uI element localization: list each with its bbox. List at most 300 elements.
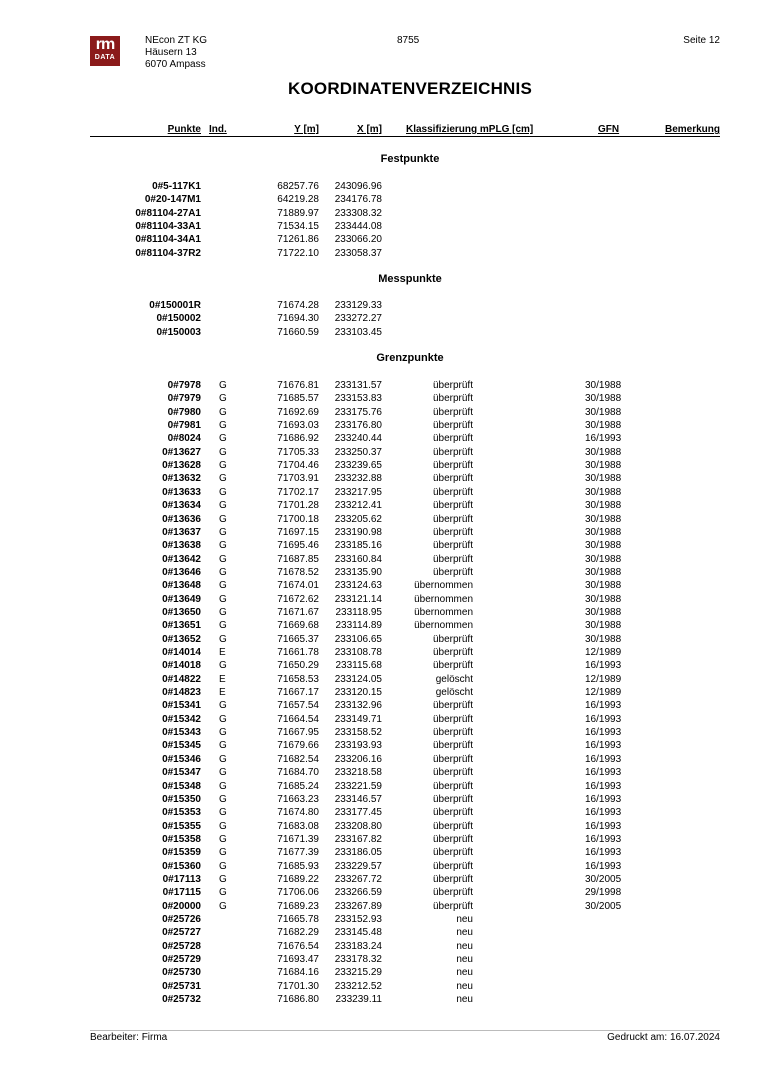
table-row xyxy=(0,220,764,233)
coord-y: 71261.86 xyxy=(277,234,319,246)
coord-x: 233118.95 xyxy=(335,606,382,618)
classification: überprüft xyxy=(432,887,473,899)
point-index: G xyxy=(219,700,227,712)
coord-y: 71650.29 xyxy=(277,660,319,672)
point-index: G xyxy=(219,873,227,885)
coord-x: 233267.72 xyxy=(334,873,382,885)
table-row xyxy=(0,379,764,392)
classification: überprüft xyxy=(432,780,473,792)
coord-y: 71697.15 xyxy=(277,526,319,538)
point-id: 0#15345 xyxy=(162,740,201,752)
point-id: 0#17115 xyxy=(162,887,201,899)
point-id: 0#81104-27A1 xyxy=(135,207,201,219)
coord-y: 71682.29 xyxy=(277,927,319,939)
gfn-number: 30/1988 xyxy=(585,580,622,592)
col-header-bemerkung: Bemerkung xyxy=(664,124,720,135)
table-row xyxy=(0,459,764,472)
coord-x: 233267.89 xyxy=(334,900,382,912)
gfn-number: 30/1988 xyxy=(585,460,622,472)
table-row xyxy=(0,953,764,966)
coord-y: 71706.06 xyxy=(277,887,319,899)
point-index: G xyxy=(219,406,227,418)
coord-y: 71889.97 xyxy=(277,207,319,219)
point-index: G xyxy=(219,553,227,565)
col-header-y: Y [m] xyxy=(294,124,319,135)
coord-x: 233066.20 xyxy=(334,234,382,246)
point-id: 0#15348 xyxy=(162,780,201,792)
table-row xyxy=(0,553,764,566)
gfn-number: 30/2005 xyxy=(585,873,622,885)
point-id: 0#14822 xyxy=(162,673,201,685)
gfn-number: 30/1988 xyxy=(585,566,622,578)
gfn-number: 16/1993 xyxy=(585,780,622,792)
point-id: 0#14018 xyxy=(162,660,201,672)
table-row xyxy=(0,873,764,886)
coord-x: 233240.44 xyxy=(334,433,382,445)
header-rule xyxy=(90,136,720,137)
point-id: 0#7981 xyxy=(167,420,201,432)
gfn-number: 30/1988 xyxy=(585,393,622,405)
point-index: G xyxy=(219,753,227,765)
col-header-punkte: Punkte xyxy=(167,124,201,135)
coord-y: 71683.08 xyxy=(277,820,319,832)
company-street: Häusern 13 xyxy=(145,47,197,58)
point-id: 0#25729 xyxy=(162,954,201,966)
classification: überprüft xyxy=(432,526,473,538)
gfn-number: 30/1988 xyxy=(585,446,622,458)
point-id: 0#20000 xyxy=(162,900,201,912)
coord-y: 71687.85 xyxy=(277,553,319,565)
point-id: 0#13633 xyxy=(162,486,201,498)
table-row xyxy=(0,993,764,1006)
coord-y: 71689.23 xyxy=(277,900,319,912)
point-id: 0#15353 xyxy=(162,807,201,819)
table-row xyxy=(0,659,764,672)
point-index: G xyxy=(219,380,227,391)
footer-rule xyxy=(90,1030,720,1031)
gfn-number: 16/1993 xyxy=(585,727,622,739)
coord-y: 71693.47 xyxy=(277,954,319,966)
classification: übernommen xyxy=(414,606,473,618)
coord-x: 233120.15 xyxy=(334,687,382,699)
classification: neu xyxy=(456,980,473,992)
coord-y: 71678.52 xyxy=(277,566,319,578)
point-id: 0#25732 xyxy=(162,994,201,1006)
coord-y: 71685.93 xyxy=(277,860,319,872)
point-id: 0#13636 xyxy=(162,513,201,525)
point-index: G xyxy=(219,486,227,498)
gfn-number: 30/1988 xyxy=(585,500,622,512)
logo-text-rm: rm xyxy=(95,36,115,53)
point-id: 0#7979 xyxy=(167,393,201,405)
gfn-number: 30/1988 xyxy=(585,486,622,498)
point-index: G xyxy=(219,593,227,605)
point-index: G xyxy=(219,566,227,578)
coord-y: 71676.81 xyxy=(277,380,319,391)
coord-y: 71674.28 xyxy=(277,300,319,311)
classification: überprüft xyxy=(432,847,473,859)
coord-y: 71676.54 xyxy=(277,940,319,952)
coord-y: 71701.30 xyxy=(277,980,319,992)
coord-y: 71695.46 xyxy=(277,540,319,552)
coord-x: 233153.83 xyxy=(334,393,382,405)
coord-x: 233058.37 xyxy=(334,247,382,259)
table-row xyxy=(0,472,764,485)
table-row xyxy=(0,699,764,712)
point-id: 0#7980 xyxy=(167,406,201,418)
classification: überprüft xyxy=(432,500,473,512)
coord-x: 233152.93 xyxy=(334,914,382,925)
coord-y: 71686.80 xyxy=(277,994,319,1006)
classification: übernommen xyxy=(414,620,473,632)
gfn-number: 30/1988 xyxy=(585,606,622,618)
coord-x: 233208.80 xyxy=(334,820,382,832)
company-logo xyxy=(90,36,120,66)
table-row xyxy=(0,980,764,993)
point-index: G xyxy=(219,900,227,912)
section-heading: Festpunkte xyxy=(380,153,440,165)
classification: überprüft xyxy=(432,740,473,752)
point-id: 0#15355 xyxy=(162,820,201,832)
gfn-number: 16/1993 xyxy=(585,807,622,819)
table-row xyxy=(0,913,764,926)
table-row xyxy=(0,833,764,846)
coord-y: 71660.59 xyxy=(277,326,319,338)
gfn-number: 30/1988 xyxy=(585,526,622,538)
point-id: 0#81104-33A1 xyxy=(135,221,201,233)
point-index: G xyxy=(219,473,227,485)
col-header-x: X [m] xyxy=(357,124,382,135)
gfn-number: 30/1988 xyxy=(585,420,622,432)
point-index: G xyxy=(219,807,227,819)
classification: gelöscht xyxy=(435,673,473,685)
coord-y: 71685.57 xyxy=(277,393,319,405)
gfn-number: 30/1988 xyxy=(585,620,622,632)
coord-x: 233215.29 xyxy=(334,967,382,979)
gfn-number: 30/1988 xyxy=(585,633,622,645)
table-row xyxy=(0,739,764,752)
classification: überprüft xyxy=(432,433,473,445)
gfn-number: 16/1993 xyxy=(585,740,622,752)
classification: überprüft xyxy=(432,727,473,739)
coord-x: 233114.89 xyxy=(335,620,382,632)
coord-x: 233190.98 xyxy=(334,526,382,538)
classification: überprüft xyxy=(432,833,473,845)
coord-y: 71669.68 xyxy=(277,620,319,632)
point-index: G xyxy=(219,660,227,672)
table-row xyxy=(0,539,764,552)
table-row xyxy=(0,526,764,539)
table-row xyxy=(0,499,764,512)
section-heading: Grenzpunkte xyxy=(376,352,444,364)
point-id: 0#15358 xyxy=(162,833,201,845)
table-row xyxy=(0,846,764,859)
classification: überprüft xyxy=(432,820,473,832)
table-row xyxy=(0,326,764,339)
point-id: 0#13632 xyxy=(162,473,201,485)
table-row xyxy=(0,966,764,979)
classification: überprüft xyxy=(432,540,473,552)
point-id: 0#7978 xyxy=(167,380,201,391)
coord-y: 71700.18 xyxy=(277,513,319,525)
coord-y: 71686.92 xyxy=(277,433,319,445)
coord-x: 233158.52 xyxy=(334,727,382,739)
point-index: G xyxy=(219,393,227,405)
table-row xyxy=(0,419,764,432)
coord-x: 233124.05 xyxy=(334,673,382,685)
point-index: G xyxy=(219,420,227,432)
coord-y: 71674.01 xyxy=(277,580,319,592)
table-row xyxy=(0,673,764,686)
coord-x: 233193.93 xyxy=(334,740,382,752)
coord-x: 233218.58 xyxy=(334,767,382,779)
point-index: E xyxy=(219,673,226,685)
company-address xyxy=(145,35,207,71)
coord-x: 233308.32 xyxy=(334,207,382,219)
classification: überprüft xyxy=(432,473,473,485)
coord-x: 233124.63 xyxy=(334,580,382,592)
coord-x: 233160.84 xyxy=(334,553,382,565)
point-id: 0#13627 xyxy=(162,446,201,458)
point-id: 0#14823 xyxy=(162,687,201,699)
classification: neu xyxy=(456,927,473,939)
gfn-number: 12/1989 xyxy=(585,687,622,699)
point-id: 0#25727 xyxy=(162,927,201,939)
classification: überprüft xyxy=(432,700,473,712)
coord-x: 233106.65 xyxy=(334,633,382,645)
point-id: 0#13650 xyxy=(162,606,201,618)
table-row xyxy=(0,766,764,779)
classification: überprüft xyxy=(432,553,473,565)
coord-y: 71667.95 xyxy=(277,727,319,739)
coord-x: 233205.62 xyxy=(334,513,382,525)
coord-x: 233250.37 xyxy=(334,446,382,458)
classification: überprüft xyxy=(432,713,473,725)
point-id: 0#20-147M1 xyxy=(144,194,201,206)
coord-x: 233212.52 xyxy=(334,980,382,992)
classification: überprüft xyxy=(432,767,473,779)
coord-x: 243096.96 xyxy=(334,181,382,192)
gfn-number: 16/1993 xyxy=(585,767,622,779)
coord-y: 71689.22 xyxy=(277,873,319,885)
table-row xyxy=(0,233,764,246)
point-id: 0#17113 xyxy=(162,873,201,885)
point-id: 0#25730 xyxy=(162,967,201,979)
point-id: 0#13642 xyxy=(162,553,201,565)
point-index: G xyxy=(219,847,227,859)
coord-x: 233266.59 xyxy=(334,887,382,899)
coord-y: 71684.70 xyxy=(277,767,319,779)
classification: überprüft xyxy=(432,486,473,498)
point-index: G xyxy=(219,887,227,899)
coord-x: 233221.59 xyxy=(334,780,382,792)
gfn-number: 30/1988 xyxy=(585,473,622,485)
table-row xyxy=(0,432,764,445)
classification: überprüft xyxy=(432,393,473,405)
table-row xyxy=(0,886,764,899)
table-row xyxy=(0,726,764,739)
table-row xyxy=(0,860,764,873)
table-row xyxy=(0,793,764,806)
coord-x: 233212.41 xyxy=(334,500,382,512)
point-id: 0#5-117K1 xyxy=(152,181,201,192)
classification: gelöscht xyxy=(435,687,473,699)
coord-y: 71693.03 xyxy=(277,420,319,432)
gfn-number: 30/1988 xyxy=(585,593,622,605)
table-row xyxy=(0,686,764,699)
page-title: KOORDINATENVERZEICHNIS xyxy=(288,79,532,98)
table-row xyxy=(0,247,764,260)
point-index: G xyxy=(219,633,227,645)
coord-y: 71657.54 xyxy=(277,700,319,712)
gfn-number: 30/1988 xyxy=(585,406,622,418)
point-id: 0#14014 xyxy=(162,647,201,658)
point-id: 0#15346 xyxy=(162,753,201,765)
classification: überprüft xyxy=(432,753,473,765)
coord-x: 233272.27 xyxy=(334,313,382,325)
coord-y: 71663.23 xyxy=(277,793,319,805)
coord-x: 233444.08 xyxy=(334,221,382,233)
coord-y: 71694.30 xyxy=(277,313,319,325)
coord-y: 71677.39 xyxy=(277,847,319,859)
coord-y: 71664.54 xyxy=(277,713,319,725)
coord-x: 234176.78 xyxy=(334,194,382,206)
classification: überprüft xyxy=(432,420,473,432)
gfn-number: 16/1993 xyxy=(585,793,622,805)
footer-editor: Bearbeiter: Firma xyxy=(90,1032,168,1043)
table-row xyxy=(0,606,764,619)
point-id: 0#13652 xyxy=(162,633,201,645)
coord-y: 71665.78 xyxy=(277,914,319,925)
classification: überprüft xyxy=(432,513,473,525)
table-row xyxy=(0,593,764,606)
coord-x: 233129.33 xyxy=(334,300,382,311)
point-id: 0#150002 xyxy=(156,313,201,325)
point-id: 0#25726 xyxy=(162,914,201,925)
point-id: 0#15343 xyxy=(162,727,201,739)
coord-x: 233239.11 xyxy=(335,994,382,1006)
gfn-number: 16/1993 xyxy=(585,660,622,672)
coord-x: 233239.65 xyxy=(334,460,382,472)
classification: überprüft xyxy=(432,633,473,645)
gfn-number: 30/1988 xyxy=(585,540,622,552)
coord-x: 233183.24 xyxy=(334,940,382,952)
coord-y: 71685.24 xyxy=(277,780,319,792)
classification: überprüft xyxy=(432,793,473,805)
table-row xyxy=(0,713,764,726)
point-id: 0#13649 xyxy=(162,593,201,605)
classification: überprüft xyxy=(432,406,473,418)
table-row xyxy=(0,513,764,526)
point-index: G xyxy=(219,540,227,552)
coord-x: 233132.96 xyxy=(334,700,382,712)
coord-y: 71722.10 xyxy=(277,247,319,259)
point-index: G xyxy=(219,620,227,632)
classification: neu xyxy=(456,914,473,925)
point-index: G xyxy=(219,513,227,525)
point-id: 0#13638 xyxy=(162,540,201,552)
col-header-klassifizierung: Klassifizierung mPLG [cm] xyxy=(406,124,534,135)
coord-y: 71534.15 xyxy=(277,221,319,233)
coord-x: 233206.16 xyxy=(334,753,382,765)
table-row xyxy=(0,753,764,766)
coord-y: 71667.17 xyxy=(277,687,319,699)
coord-y: 71684.16 xyxy=(277,967,319,979)
point-index: G xyxy=(219,526,227,538)
document-number: 8755 xyxy=(397,35,420,46)
coord-y: 71671.67 xyxy=(277,606,319,618)
gfn-number: 12/1989 xyxy=(585,647,622,658)
coord-x: 233167.82 xyxy=(334,833,382,845)
coord-y: 64219.28 xyxy=(277,194,319,206)
point-id: 0#25731 xyxy=(162,980,201,992)
gfn-number: 16/1993 xyxy=(585,860,622,872)
gfn-number: 30/1988 xyxy=(585,513,622,525)
point-id: 0#81104-34A1 xyxy=(135,234,201,246)
classification: überprüft xyxy=(432,807,473,819)
gfn-number: 16/1993 xyxy=(585,713,622,725)
coord-y: 71705.33 xyxy=(277,446,319,458)
point-index: G xyxy=(219,580,227,592)
point-id: 0#8024 xyxy=(167,433,201,445)
classification: übernommen xyxy=(414,593,473,605)
point-id: 0#13651 xyxy=(162,620,201,632)
coord-x: 233185.16 xyxy=(334,540,382,552)
coord-y: 71704.46 xyxy=(277,460,319,472)
coord-y: 71674.80 xyxy=(277,807,319,819)
col-header-gfn: GFN xyxy=(598,124,620,135)
coord-x: 233131.57 xyxy=(334,380,382,391)
coord-y: 71692.69 xyxy=(277,406,319,418)
point-id: 0#15342 xyxy=(162,713,201,725)
point-index: G xyxy=(219,860,227,872)
point-index: E xyxy=(219,647,226,658)
classification: neu xyxy=(456,967,473,979)
table-row xyxy=(0,193,764,206)
classification: überprüft xyxy=(432,873,473,885)
coord-x: 233175.76 xyxy=(334,406,382,418)
coord-y: 68257.76 xyxy=(277,181,319,192)
gfn-number: 16/1993 xyxy=(585,833,622,845)
coord-x: 233186.05 xyxy=(334,847,382,859)
coord-x: 233145.48 xyxy=(334,927,382,939)
coord-x: 233217.95 xyxy=(334,486,382,498)
point-index: G xyxy=(219,606,227,618)
table-row xyxy=(0,579,764,592)
table-row xyxy=(0,806,764,819)
point-id: 0#13628 xyxy=(162,460,201,472)
point-index: G xyxy=(219,500,227,512)
coord-y: 71703.91 xyxy=(277,473,319,485)
coord-y: 71679.66 xyxy=(277,740,319,752)
point-index: G xyxy=(219,713,227,725)
classification: neu xyxy=(456,994,473,1006)
point-id: 0#150001R xyxy=(149,300,201,311)
point-index: G xyxy=(219,727,227,739)
logo-text-data: DATA xyxy=(94,54,116,61)
coord-x: 233146.57 xyxy=(334,793,382,805)
table-row xyxy=(0,820,764,833)
gfn-number: 30/2005 xyxy=(585,900,622,912)
point-id: 0#25728 xyxy=(162,940,201,952)
gfn-number: 29/1998 xyxy=(585,887,622,899)
table-row xyxy=(0,633,764,646)
coord-y: 71671.39 xyxy=(277,833,319,845)
point-id: 0#13646 xyxy=(162,566,201,578)
point-index: G xyxy=(219,780,227,792)
table-row xyxy=(0,406,764,419)
classification: überprüft xyxy=(432,380,473,391)
